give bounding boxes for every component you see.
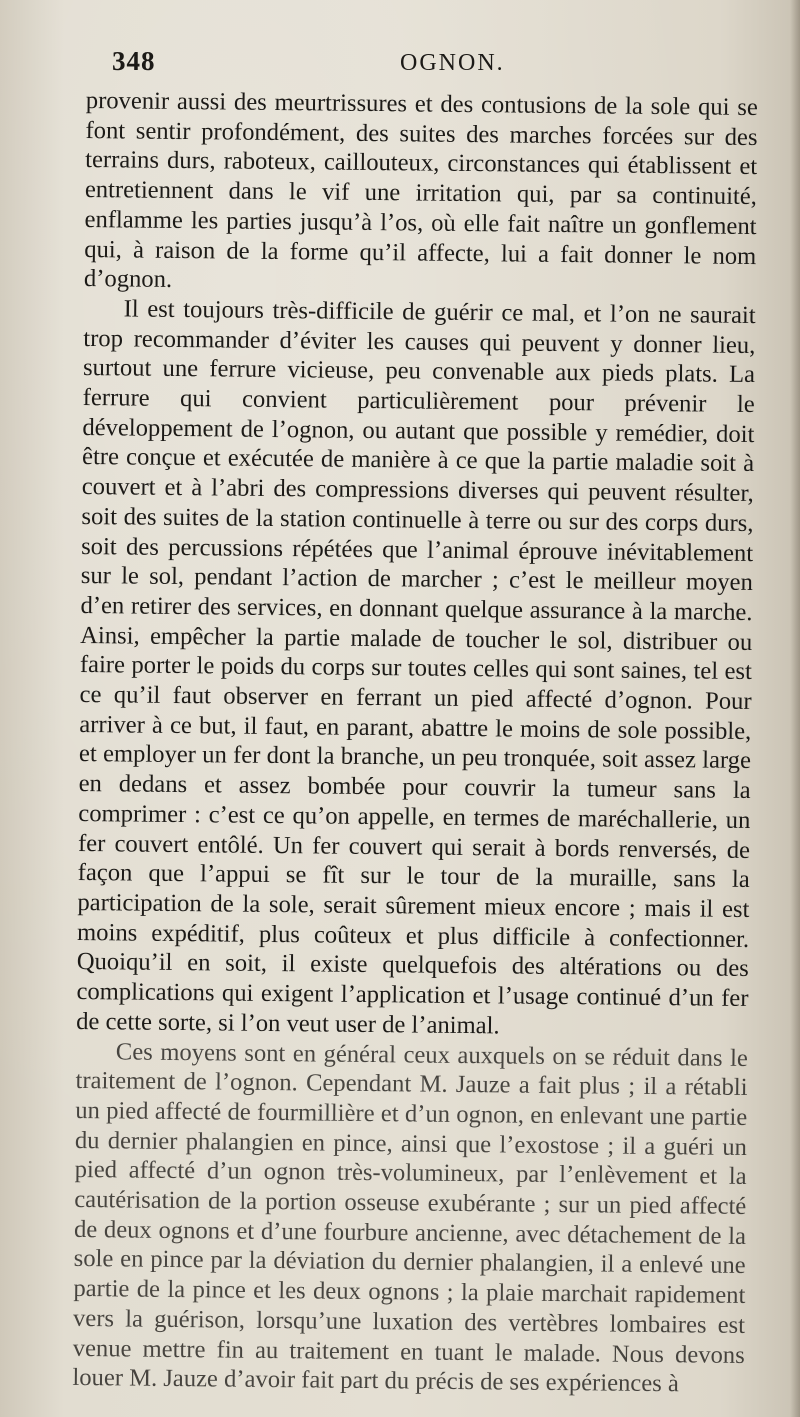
paragraph-traitement: Ces moyens sont en général ceux auxquels on se réduit dans le traitement de l’ognon. Cependant M. Jauze a fait plus ; il a rétabli un pied affecté de fourmillière et d’un ognon, en enlevant une partie du dernier phalangien en pince, ainsi que l’exostose ; il a guéri un pied affecté d’un ognon très-volumineux, par l’enlèvement et la cautérisation de la portion osseuse exubérante ; sur un pied affecté de deux ognons et d’une fourbure ancienne, avec détachement de la sole en pince par la déviation du dernier phalangien, il a enlevé une partie de la pince et les deux ognons ; la plaie marchait rapidement vers la guérison, lorsqu’une luxation des vertèbres lombaires est venue mettre fin au traitement en tuant le malade. Nous devons louer M. Jauze d’avoir fait part du précis de ses expériences à: [72, 1037, 748, 1398]
page-header: [112, 46, 752, 82]
paragraph-continuation: provenir aussi des meurtrissures et des contusions de la sole qui se font sentir profondément, des suites des marches forcées sur des terrains durs, raboteux, caillouteux, circonstances qui établissent et entretiennent dans le vif une irritation qui, par sa continuité, enflamme les parties jusqu’à l’os, où elle fait naître un gonflement qui, à raison de la forme qu’il affecte, lui a fait donner le nom d’ognon.: [83, 86, 758, 294]
paragraph-ferrure: Il est toujours très-difficile de guérir ce mal, et l’on ne saurait trop recommander d’éviter les causes qui peuvent y donner lieu, surtout une ferrure vicieuse, peu convenable aux pieds plats. La ferrure qui convient particulièrement pour prévenir le développement de l’ognon, ou autant que possible y remédier, doit être conçue et exécutée de manière à ce que la partie maladie soit à couvert et à l’abri des compressions diverses qui peuvent résulter, soit des suites de la station continuelle à terre ou sur des corps durs, soit des percussions répétées que l’animal éprouve inévitablement sur le sol, pendant l’action de marcher ; c’est le meilleur moyen d’en retirer des services, en donnant quelque assurance à la marche. Ainsi, empêcher la partie malade de toucher le sol, distribuer ou faire porter le poids du corps sur toutes celles qui sont saines, tel est ce qu’il faut observer en ferrant un pied affecté d’ognon. Pour arriver à ce but, il faut, en parant, abattre le moins de sole possible, et employer un fer dont la branche, un peu tronquée, soit assez large en dedans et assez bombée pour couvrir la tumeur sans la comprimer : c’est ce qu’on appelle, en termes de maréchallerie, un fer couvert entôlé. Un fer couvert qui serait à bords renversés, de façon que l’appui se fît sur le tour de la muraille, sans la participation de la sole, serait sûrement mieux encore ; mais il est moins expéditif, plus coûteux et plus difficile à confectionner. Quoiqu’il en soit, il existe quelquefois des altérations ou des complications qui exigent l’application et l’usage continué d’un fer de cette sorte, si l’on veut user de l’animal.: [76, 295, 756, 1040]
body-text: [72, 86, 758, 1400]
running-head: OGNON.: [400, 50, 505, 76]
page-number: 348: [112, 46, 156, 76]
page-edge-shadow: [790, 0, 800, 1417]
